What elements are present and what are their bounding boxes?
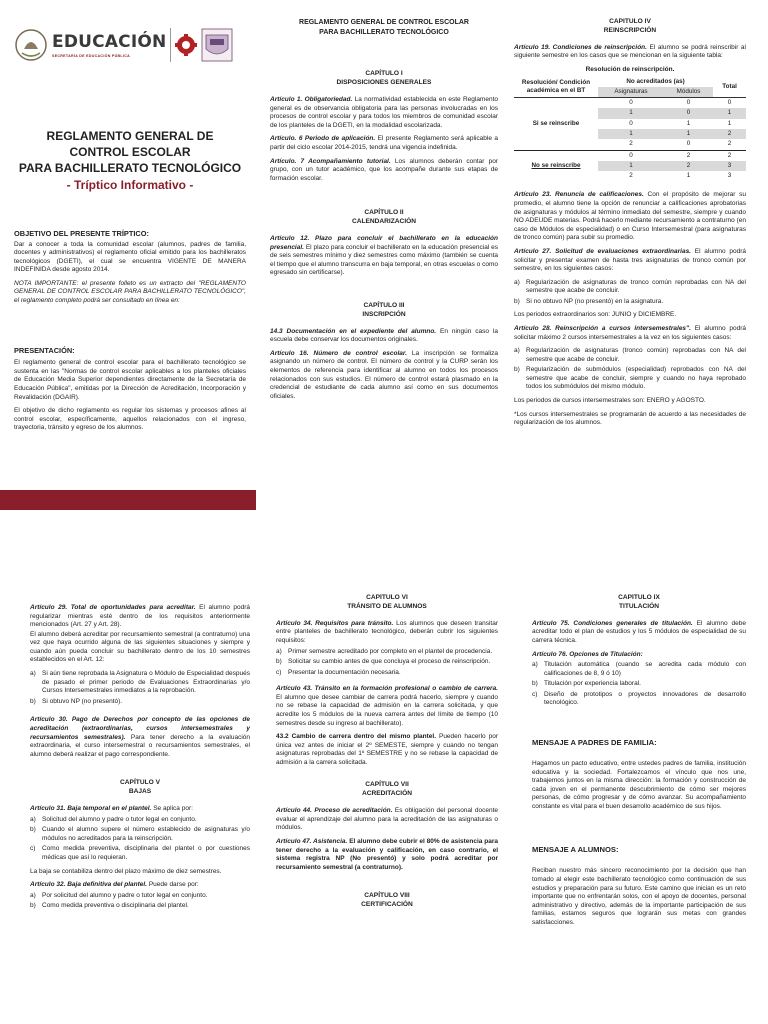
- chapter-5-heading: [30, 779, 250, 797]
- chapter-1-heading: [270, 70, 498, 88]
- table-cell: 0: [629, 119, 633, 127]
- list-item: [276, 658, 498, 667]
- educacion-sub: SECRETARÍA DE EDUCACIÓN PÚBLICA: [52, 53, 130, 58]
- panel-reglamento: [270, 18, 498, 518]
- art-28-nota: *Los cursos intersemestrales se programarán de acuerdo a las necesidades de regularización de los alumnos.: [514, 410, 746, 427]
- alumnos-heading: MENSAJE A ALUMNOS:: [532, 845, 619, 855]
- art-47-heading: Artículo 47. Asistencia.: [276, 837, 348, 845]
- chapter-8-number: CAPÍTULO VIII: [364, 892, 410, 900]
- art-31-heading: Artículo 31. Baja temporal en el plantel.: [30, 805, 152, 813]
- art-7-text: Los alumnos deberán contar por grupo, con un tutor académico, que los acompañe durante sus etapas de formación escolar.: [270, 157, 498, 182]
- cover-title-line1: REGLAMENTO GENERAL DE: [46, 129, 214, 143]
- table-cell: 0: [686, 99, 691, 107]
- table-cell: 1: [686, 172, 691, 180]
- art-34-list: [276, 648, 498, 678]
- logo-row: [14, 22, 246, 68]
- list-item-text: Como medida preventiva, disciplinaria del plantel o por cuestiones médicas que así lo requieran.: [42, 845, 250, 861]
- art-23-heading: Artículo 23. Renuncia de calificaciones.: [514, 191, 644, 199]
- art-75-heading: Artículo 75. Condiciones generales de titulación.: [532, 619, 693, 627]
- table-cell: 1: [598, 161, 664, 171]
- list-item-text: Cuando el alumno supere el número establecido de asignaturas y/o módulos no acreditados para la reinscripción.: [42, 826, 250, 842]
- art-76: [532, 651, 746, 660]
- chapter-7-title: ACREDITACIÓN: [361, 790, 413, 798]
- school-crest-icon: [200, 27, 234, 63]
- art-43-2: [276, 733, 498, 767]
- list-marker: b): [532, 680, 538, 688]
- art-43-text: El alumno que desee cambiar de carrera podrá hacerlo, siempre y cuando no se rebase la capacidad de admisión en la carrera solicitada, y que acredite los 5 módulos de la nueva carrera antes del límite de tiempo (10 semestres desde su ingreso al bachillerato).: [276, 693, 498, 727]
- table-cell: 0: [598, 150, 664, 161]
- list-marker: b): [30, 902, 36, 910]
- art-29-text: El alumno podrá regularizar mientras esté dentro de los requisitos anteriormente mencionados (Art. 27 y Art. 28).: [30, 604, 250, 629]
- list-item: [514, 347, 746, 364]
- list-item-text: Regularización de asignaturas (tronco común) reprobadas con NA del semestre que acabe de concluir.: [526, 347, 746, 363]
- art-28: [514, 325, 746, 342]
- table-cell: 2: [629, 140, 633, 148]
- logo-divider: [170, 28, 171, 62]
- art-43-2-heading: 43.2 Cambio de carrera dentro del mismo plantel.: [276, 733, 437, 741]
- art-30: [30, 716, 250, 759]
- art-6-heading: Artículo. 6 Periodo de aplicación.: [270, 135, 376, 143]
- art-27-heading: Artículo 27. Solicitud de evaluaciones extraordinarias.: [514, 247, 691, 255]
- art-28-periodos: Los periodos de cursos intersemestrales son: ENERO y AGOSTO.: [514, 397, 706, 405]
- cover-subtitle: - Tríptico Informativo -: [66, 177, 194, 192]
- list-item-text: Solicitar su cambio antes de que concluya el proceso de reinscripción.: [288, 658, 491, 666]
- art-47-text: El alumno debe cubrir el 80% de asistencia para tener derecho a la evaluación y calificación, en caso contrario, el sistema registra NP (No presentó) y solo podrá acreditar por recursamiento semestral (a contraturno).: [276, 837, 498, 871]
- panel-bajas: [30, 604, 250, 1022]
- art-12-heading: Artículo 12. Plazo para concluir el bachillerato en la educación presencial.: [270, 235, 498, 251]
- cover-title-line2: CONTROL ESCOLAR: [69, 145, 191, 160]
- cover-panel: [14, 22, 246, 492]
- padres-heading: MENSAJE A PADRES DE FAMILIA:: [532, 737, 657, 747]
- chapter-4-heading: [514, 18, 746, 36]
- table-row: [514, 150, 746, 161]
- art-1: [270, 96, 498, 130]
- list-item-text: Si aún tiene reprobada la Asignatura o Módulo de Especialidad después de pasado el primer periodo de Evaluaciones Extraordinarias y/o Cursos Intersemestrales inmediatos a la reprobación.: [42, 670, 250, 695]
- art-34: [276, 620, 498, 646]
- art-28-heading: Artículo 28. Reinscripción a cursos intersemestrales".: [514, 325, 691, 332]
- th-modulos: Módulos: [664, 87, 713, 98]
- table-cell: 2: [727, 140, 732, 148]
- list-item-text: Titulación automática (cuando se acredita cada módulo con calificaciones de 8, 9 ó 10): [544, 661, 746, 677]
- list-item: [514, 298, 746, 307]
- art-44-heading: Artículo 44. Proceso de acreditación.: [276, 807, 393, 815]
- table-cell: 2: [713, 129, 746, 139]
- chapter-6-number: CAPÍTULO VI: [366, 594, 408, 601]
- art-19-heading: Artículo 19. Condiciones de reinscripción.: [514, 43, 647, 51]
- list-item-text: Regularización de submódulos (especialidad) reprobados con NA del semestre que acabe de concluir, siempre y cuando no haya reprobado todos los submódulos del mismo módulo.: [526, 366, 746, 391]
- art-19-text: El alumno se podrá reinscribir al siguiente semestre en los casos que se mencionan en la siguiente tabla:: [514, 43, 746, 60]
- list-marker: b): [30, 826, 36, 834]
- cover-title: [14, 128, 246, 193]
- list-item: [30, 845, 250, 862]
- list-item: [514, 279, 746, 296]
- list-marker: c): [276, 668, 282, 676]
- art-32-list: [30, 892, 250, 911]
- table-cell: 2: [713, 150, 746, 161]
- list-item: [30, 670, 250, 696]
- chapter-5-number: CAPÍTULO V: [120, 779, 160, 787]
- art-34-heading: Artículo 34. Requisitos para tránsito.: [276, 619, 394, 627]
- art-7-heading: Artículo. 7 Acompañamiento tutorial.: [270, 157, 391, 165]
- chapter-3-number: CAPÍTULO III: [363, 301, 405, 309]
- presentacion-heading: PRESENTACIÓN:: [14, 345, 75, 355]
- list-item: [514, 366, 746, 392]
- cover-red-band: [0, 490, 256, 510]
- list-item: [276, 669, 498, 678]
- list-marker: a): [30, 891, 36, 899]
- chapter-7-heading: [276, 781, 498, 799]
- art-44-text: Es obligación del personal docente evaluar el aprendizaje del alumno para la acreditación de las asignaturas o módulos.: [276, 807, 498, 832]
- chapter-5-title: BAJAS: [128, 788, 152, 796]
- list-marker: c): [30, 845, 36, 853]
- table-cell: 2: [664, 161, 713, 171]
- list-item-text: Titulación por experiencia laboral.: [544, 680, 641, 688]
- art-27-list: [514, 279, 746, 307]
- chapter-1-title: DISPOSICIONES GENERALES: [336, 79, 432, 87]
- art-19: [514, 44, 746, 61]
- art-27-text: El alumno podrá solicitar y presentar examen de hasta tres asignaturas de tronco común por semestre, en los siguientes casos:: [514, 247, 746, 273]
- list-item: [30, 816, 250, 825]
- table-cell: 1: [598, 129, 664, 139]
- table-cell: 1: [727, 119, 732, 127]
- chapter-3-heading: [270, 302, 498, 320]
- art-31-text: Se aplica por:: [153, 805, 193, 813]
- art-32-heading: Artículo 32. Baja definitiva del plantel.: [30, 881, 148, 889]
- list-marker: a): [30, 815, 36, 823]
- table-cell: 0: [629, 99, 633, 107]
- chapter-9-number: CAPÍTULO IX: [618, 594, 660, 601]
- art-16: [270, 350, 498, 401]
- art-30-heading: Artículo 30. Pago de Derechos por concepto de las opciones de acreditación (extraordinarias, cursos intersemestrales y recursamientos semestrales).: [30, 716, 250, 741]
- list-item: [276, 648, 498, 657]
- list-marker: a): [532, 661, 538, 669]
- presentacion-text-1: El reglamento general de control escolar para el bachillerato tecnológico se sustenta en las "Normas de control escolar aplicables a los planteles oficiales de Educación Media Superior dependientes directamente de la Secretaría de Educación Pública", emitidas por la Dirección de Acreditación, Incorporación y Revalidación (DGAIR).: [14, 359, 246, 401]
- list-item: [532, 680, 746, 689]
- list-marker: b): [514, 297, 520, 305]
- list-item-text: Solicitud del alumno y padre o tutor legal en conjunto.: [42, 815, 197, 823]
- art-1-heading: Artículo 1. Obligatoriedad.: [270, 96, 353, 104]
- art-23: [514, 191, 746, 242]
- list-marker: c): [532, 690, 538, 698]
- chapter-3-title: INSCRIPCIÓN: [362, 310, 406, 318]
- list-item-text: Por solicitud del alumno y padre o tutor legal en conjunto.: [42, 891, 208, 899]
- chapter-7-number: CAPÍTULO VII: [365, 781, 409, 789]
- art-32-text: Puede darse por:: [148, 881, 199, 889]
- list-item: [30, 892, 250, 901]
- art-29-list: [30, 670, 250, 706]
- table-cell: 1: [713, 108, 746, 118]
- list-marker: a): [514, 278, 520, 286]
- list-item-text: Primer semestre acreditado por completo en el plantel de procedencia.: [288, 647, 493, 655]
- list-item: [532, 691, 746, 708]
- art-29-heading: Artículo 29. Total de oportunidades para acreditar.: [30, 604, 196, 611]
- table-cell: 3: [713, 161, 746, 171]
- chapter-8-heading: [276, 892, 498, 910]
- list-item-text: Si obtuvo NP (no presentó).: [42, 697, 123, 705]
- padres-text: Hagamos un pacto educativo, entre ustedes padres de familia, institución educativa y la sociedad. Fortalezcamos el vínculo que nos une, trabajemos juntos en la misma dirección: la formación y construcción de cada joven en el permanente descubrimiento de cómo ser mejores personas, de cómo progresar y de cómo avanzar. Su acompañamiento constante es vital para el buen desarrollo académico de sus hijos.: [532, 760, 746, 810]
- art-44: [276, 807, 498, 833]
- th-total: Total: [713, 77, 746, 98]
- chapter-2-title: CALENDARIZACIÓN: [351, 218, 417, 226]
- art-6-text: El presente Reglamento será aplicable a partir del ciclo escolar 2014-2015, tendrá una vigencia indefinida.: [270, 135, 498, 151]
- educacion-word: EDUCACIÓN: [52, 32, 167, 53]
- educacion-logo: [52, 31, 166, 58]
- art-6: [270, 135, 498, 152]
- list-item-text: Diseño de prototipos o proyectos innovadores de desarrollo tecnológico.: [544, 690, 746, 707]
- art-12: [270, 235, 498, 278]
- art-31-nota: La baja se contabiliza dentro del plazo máximo de diez semestres.: [30, 867, 222, 875]
- list-item-text: Regularización de asignaturas de tronco común reprobadas con NA del semestre que acabe de concluir.: [526, 278, 746, 295]
- list-marker: a): [514, 347, 520, 355]
- presentacion-text-2: El objetivo de dicho reglamento es regular los sistemas y procesos afines al control escolar, específicamente, aquellos relacionados con el ingreso, trayectoria, tránsito y egreso de los alumnos.: [14, 407, 246, 432]
- table-cell: 0: [686, 140, 691, 148]
- row-label-no: No se reinscribe: [514, 150, 598, 181]
- objetivo-text: Dar a conocer a toda la comunidad escolar (alumnos, padres de familia, docentes y administrativos) el reglamento oficial emitido para los bachilleratos tecnológicos (DGETI), el cual se encuentra VIGENTE DE MANERA INDEFINIDA desde agosto 2014.: [14, 240, 246, 274]
- list-item: [532, 661, 746, 678]
- dgeti-gear-icon: [175, 32, 197, 58]
- reglamento-title-line2: PARA BACHILLERATO TECNOLÓGICO: [319, 29, 449, 37]
- art-1-text: La normatividad establecida en este Reglamento general es de observancia obligatoria para las personas involucradas en los procesos de control escolar y para todos los miembros de comunidad escolar de los planteles de la DGETI, en la modalidad escolarizada.: [270, 96, 498, 129]
- art-16-heading: Artículo 16. Número de control escolar.: [270, 349, 407, 357]
- art-27: [514, 248, 746, 274]
- chapter-9-heading: [532, 594, 746, 612]
- art-27-periodos: Los periodos extraordinarios son: JUNIO y DICIEMBRE.: [514, 311, 677, 319]
- table-body: [514, 98, 746, 182]
- art-14-3-heading: 14.3 Documentación en el expediente del alumno.: [270, 327, 437, 335]
- art-76-list: [532, 661, 746, 708]
- chapter-4-title: REINSCRIPCIÓN: [603, 26, 657, 34]
- chapter-1-number: CAPÍTULO I: [365, 70, 403, 78]
- table-cell: 3: [727, 172, 732, 180]
- reglamento-title: [270, 18, 498, 38]
- art-32: [30, 881, 250, 890]
- list-item-text: Como medida preventiva o disciplinaria del plantel.: [42, 902, 189, 910]
- art-34-text: Los alumnos que deseen transitar entre planteles de bachillerato tecnológico, deberán cubrir los siguientes requisitos:: [276, 619, 498, 644]
- row-label-si: Si se reinscribe: [514, 98, 598, 150]
- table-cell: 2: [664, 150, 713, 161]
- list-item-text: Presentar la documentación necesaria.: [288, 668, 401, 676]
- art-12-text: El plazo para concluir el bachillerato en la educación presencial es de seis semestres mínimo y diez semestres como máximo (también se cuenta el tiempo que el alumno transcurra en baja temporal, en otras escuelas o como egresado sin certificarse).: [270, 243, 498, 277]
- art-28-list: [514, 347, 746, 392]
- list-marker: a): [276, 647, 282, 655]
- nota-importante: NOTA IMPORTANTE: el presente folleto es un extracto del "REGLAMENTO GENERAL DE CONTROL ESCOLAR PARA BACHILLERATO TECNOLÓGICO", el reglamento completo podrá ser consultado en línea en:: [14, 279, 246, 304]
- table-title: Resolución de reinscripción.: [585, 65, 675, 73]
- list-marker: b): [30, 697, 36, 705]
- table-cell: 1: [664, 129, 713, 139]
- alumnos-text: Reciban nuestro más sincero reconocimiento por la decisión que han tomado al elegir este bachillerato tecnológico como continuación de sus estudios y preparación para su futuro. Este camino que inician es un reto importante que no enfrentarán solos, con el apoyo de docentes, personal administrativo y directivo, además de la importante participación de sus familias, estamos seguros que lograrán sus metas con grandes satisfacciones.: [532, 867, 746, 926]
- chapter-6-heading: [276, 594, 498, 612]
- art-47: [276, 838, 498, 872]
- list-item: [30, 902, 250, 911]
- chapter-9-title: TITULACIÓN: [619, 602, 659, 610]
- art-31-list: [30, 816, 250, 863]
- art-43-heading: Artículo 43. Tránsito en la formación profesional o cambio de carrera.: [276, 685, 498, 693]
- panel-reinscripcion: [514, 18, 746, 566]
- th-resolucion: Resolución/ Condición académica en el BT: [514, 77, 598, 98]
- table-cell: 0: [727, 99, 732, 107]
- th-asignaturas: Asignaturas: [598, 87, 664, 98]
- chapter-8-title: CERTIFICACIÓN: [361, 901, 413, 909]
- reglamento-title-line1: REGLAMENTO GENERAL DE CONTROL ESCOLAR: [299, 19, 469, 26]
- objetivo-heading: OBJETIVO DEL PRESENTE TRÍPTICO:: [14, 228, 149, 238]
- art-29-text-2: El alumno deberá acreditar por recursamiento semestral (a contraturno) una vez que haya ocurrido alguna de las siguientes situaciones y siempre y cuando aún pueda concluir su bachillerato dentro de los 10 semestres establecidos en el Art. 12:: [30, 630, 250, 664]
- chapter-6-title: TRÁNSITO DE ALUMNOS: [347, 602, 427, 610]
- list-marker: b): [276, 658, 282, 666]
- table-cell: 2: [629, 172, 633, 180]
- table-cell: 1: [686, 119, 691, 127]
- art-16-text: La inscripción se formaliza asignando un número de control. El número de control y la CURP serán los elementos de referencia para identificar al alumno en todos los procesos relacionados con sus estudios. El número de control estará plasmado en la credencial de estudiante de cada alumno así como en sus documentos oficiales.: [270, 349, 498, 400]
- art-30-text: Para tener derecho a la evaluación extraordinaria, el curso intersemestral o recursamientos semestrales, el alumno deberá realizar el pago correspondiente.: [30, 733, 250, 758]
- chapter-2-number: CAPÍTULO II: [364, 209, 404, 217]
- chapter-2-heading: [270, 209, 498, 227]
- list-item: [30, 698, 250, 707]
- art-28-text: El alumno podrá solicitar máximo 2 cursos intersemestrales a la vez en los siguientes casos:: [514, 325, 746, 341]
- art-31: [30, 805, 250, 814]
- table-cell: 0: [664, 108, 713, 118]
- art-7: [270, 158, 498, 184]
- art-43: [276, 685, 498, 728]
- panel-transito: [276, 594, 498, 1022]
- list-item: [30, 826, 250, 843]
- art-14-3: [270, 328, 498, 345]
- panel-titulacion: [532, 594, 746, 1022]
- list-marker: b): [514, 366, 520, 374]
- list-item-text: Si no obtuvo NP (no presentó) en la asignatura.: [526, 297, 664, 305]
- table-cell: 1: [598, 108, 664, 118]
- art-43-2-text: Pueden hacerlo por única vez antes de iniciar el 2º SEMESTE, siempre y cuando no tengan asignaturas reprobadas del 1º SEMESTRE y no se rebase la capacidad de admisión a la carrera solicitada.: [276, 733, 498, 766]
- art-29: [30, 604, 250, 630]
- mexico-seal-icon: [14, 27, 48, 63]
- list-marker: a): [30, 670, 36, 678]
- art-75-text: El alumno debe acreditar todo el plan de estudios y los 5 módulos de especialidad de su carrera técnica.: [532, 619, 746, 644]
- art-23-text: Con el propósito de mejorar su promedio, el alumno tiene la opción de renunciar a calificaciones aprobatorias de asignaturas y módulos al término inmediato del semestre, siempre y cuando NO ADEUDE materias. Podrá hacerlo mediante recursamiento a contraturno (en caso de Módulos de especialidad) o en Curso Intersemestral (para asignaturas de tronco común) para subir su promedio.: [514, 191, 746, 242]
- cover-title-line3: PARA BACHILLERATO TECNOLÓGICO: [18, 161, 242, 176]
- reinscripcion-table: [514, 77, 746, 182]
- th-no-acreditados: No acreditados (as): [626, 77, 685, 85]
- art-14-3-text: En ningún caso la escuela debe conservar los documentos originales.: [270, 327, 498, 344]
- art-76-heading: Artículo 76. Opciones de Titulación:: [532, 650, 643, 658]
- art-75: [532, 620, 746, 646]
- table-row: [514, 98, 746, 109]
- chapter-4-number: CAPITULO IV: [609, 18, 651, 25]
